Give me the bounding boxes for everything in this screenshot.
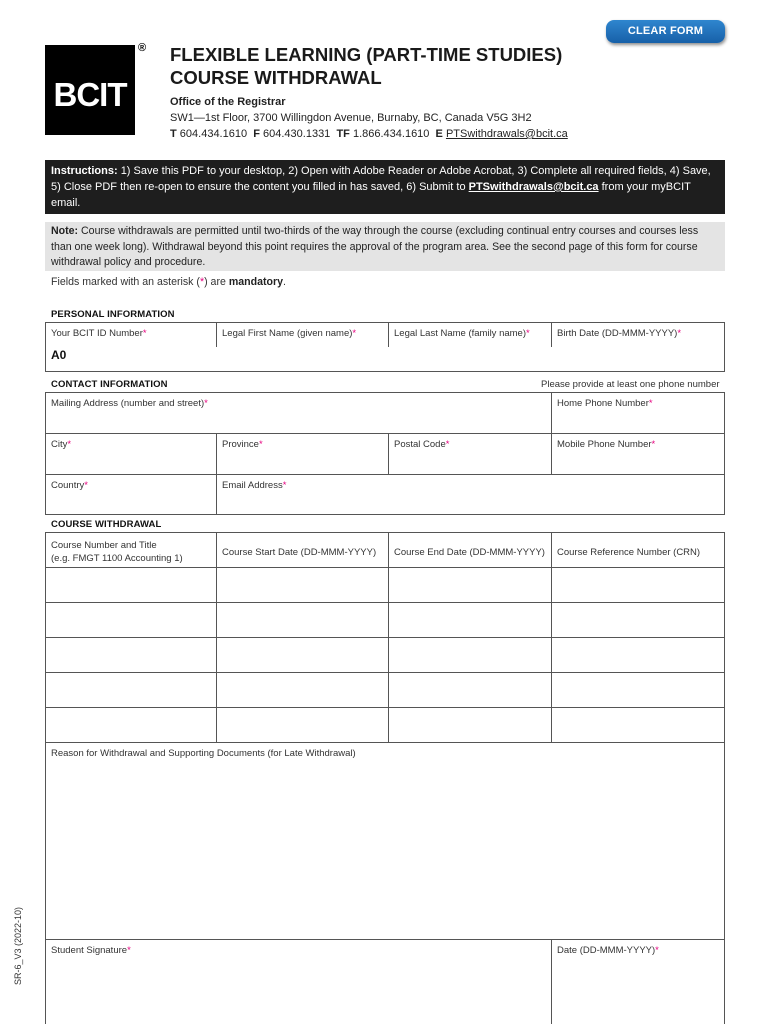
course-row-5[interactable]: [46, 708, 216, 742]
instructions-box: Instructions: 1) Save this PDF to your desktop, 2) Open with Adobe Reader or Adobe Acrobat, 3) Complete all required fields, 4) Save, 5) Close PDF then re-open to ensure the content you filled in has saved, 6) Submit to PTSwithdrawals@bcit.ca from your myBCIT email.: [45, 160, 725, 214]
col-course-number: Course Number and Title (e.g. FMGT 1100 Accounting 1): [51, 540, 183, 564]
country-field[interactable]: Country*: [51, 480, 88, 491]
col-course-end: Course End Date (DD-MMM-YYYY): [394, 547, 545, 558]
clear-form-button[interactable]: CLEAR FORM: [606, 20, 725, 43]
first-name-field[interactable]: Legal First Name (given name)*: [222, 328, 357, 339]
note-box: Note: Course withdrawals are permitted until two-thirds of the way through the course (excluding continual entry courses and courses less than one week long). Withdrawal beyond this point requires the approval of the program area. See the second page of this form for course withdrawal policy and procedure.: [45, 222, 725, 271]
birth-date-field[interactable]: Birth Date (DD-MMM-YYYY)*: [557, 328, 682, 339]
student-signature-field[interactable]: Student Signature*: [51, 945, 131, 956]
last-name-field[interactable]: Legal Last Name (family name)*: [394, 328, 530, 339]
course-row-4[interactable]: [46, 673, 216, 707]
mandatory-note: Fields marked with an asterisk (*) are mandatory.: [51, 276, 286, 288]
course-row-2[interactable]: [46, 603, 216, 637]
phone-note: Please provide at least one phone number: [541, 379, 720, 390]
province-field[interactable]: Province*: [222, 439, 263, 450]
postal-code-field[interactable]: Postal Code*: [394, 439, 450, 450]
instructions-email-link[interactable]: PTSwithdrawals@bcit.ca: [468, 181, 599, 193]
email-field[interactable]: Email Address*: [222, 480, 287, 491]
mailing-address-field[interactable]: Mailing Address (number and street)*: [51, 398, 208, 409]
mobile-phone-field[interactable]: Mobile Phone Number*: [557, 439, 656, 450]
page-title: FLEXIBLE LEARNING (PART-TIME STUDIES) COURSE WITHDRAWAL: [170, 44, 563, 88]
registered-mark: ®: [138, 42, 147, 54]
reason-field[interactable]: Reason for Withdrawal and Supporting Documents (for Late Withdrawal): [51, 748, 356, 759]
contact-info-heading: CONTACT INFORMATION: [51, 379, 168, 390]
home-phone-field[interactable]: Home Phone Number*: [557, 398, 653, 409]
personal-info-heading: PERSONAL INFORMATION: [51, 309, 175, 320]
bcit-logo: BCIT: [45, 45, 135, 135]
col-crn: Course Reference Number (CRN): [557, 547, 701, 558]
bcit-id-field[interactable]: Your BCIT ID Number*: [51, 328, 147, 339]
office-email-link[interactable]: PTSwithdrawals@bcit.ca: [445, 128, 568, 140]
col-course-start: Course Start Date (DD-MMM-YYYY): [222, 547, 377, 558]
course-row-3[interactable]: [46, 638, 216, 672]
bcit-id-value[interactable]: A0: [51, 348, 67, 362]
office-contact: T 604.434.1610 F 604.430.1331 TF 1.866.434.1610 E PTSwithdrawals@bcit.ca: [170, 128, 568, 140]
course-row-1[interactable]: [46, 568, 216, 602]
form-code: SR-6_V3 (2022-10): [13, 906, 23, 985]
city-field[interactable]: City*: [51, 439, 72, 450]
office-name: Office of the Registrar: [170, 96, 286, 108]
office-address: SW1—1st Floor, 3700 Willingdon Avenue, Burnaby, BC, Canada V5G 3H2: [170, 112, 532, 124]
course-withdrawal-heading: COURSE WITHDRAWAL: [51, 519, 162, 530]
signature-date-field[interactable]: Date (DD-MMM-YYYY)*: [557, 945, 659, 956]
